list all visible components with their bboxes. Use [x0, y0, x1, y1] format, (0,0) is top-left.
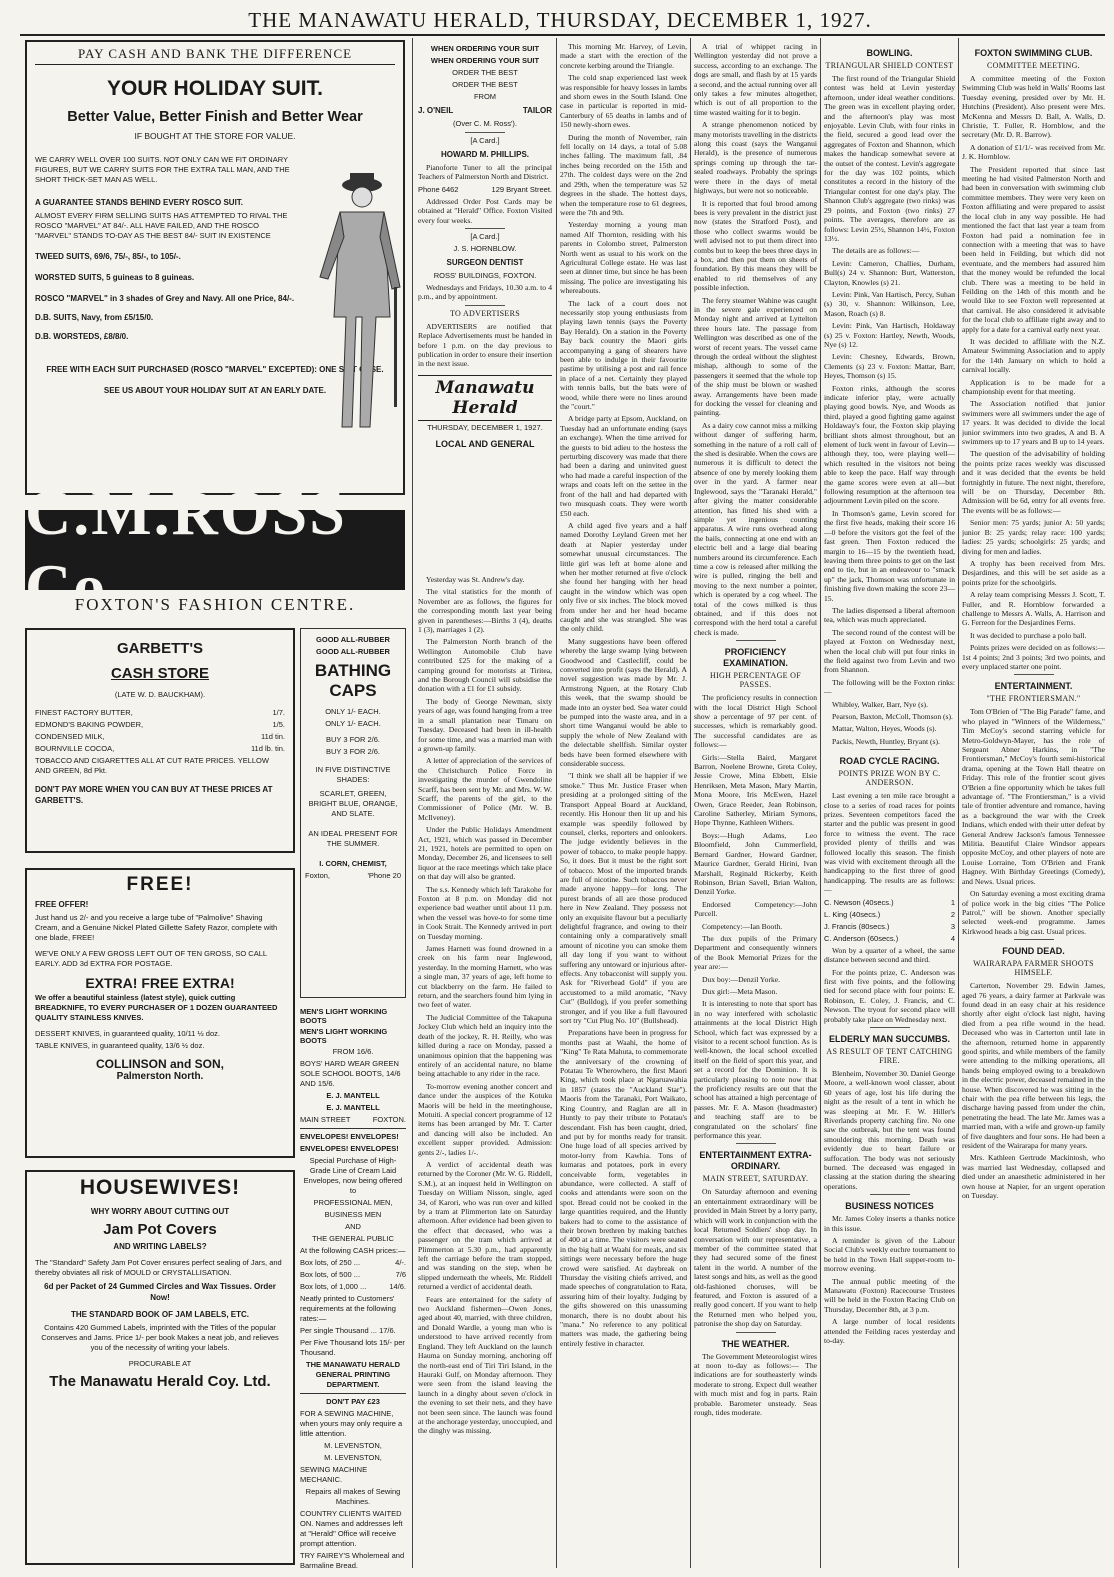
garbett-title2: CASH STORE [110, 665, 210, 682]
housewives-text: The "Standard" Safety Jam Pot Cover ensures perfect sealing of Jars, and thereby obviates all risk of MOULD or CRYSTALLISATION. [35, 1258, 282, 1277]
jam-pot-covers: Jam Pot Covers [103, 1221, 217, 1238]
news-paragraph: A child aged five years and a half named Dorothy Leyland Green met her death at Napier yesterday under somewhat unusual circumstances. The little girl was left at home alone and when her mother returned at five o'clock she found her hanging with her head caught in the window which was open only five or six inches. The block moved from under her and her head became caught and she was strangled. She was the only child. [560, 520, 687, 634]
ad-db: D.B. SUITS, Navy, from £5/15/0. [35, 313, 154, 322]
found-dead-sub: WAIRARAPA FARMER SHOOTS HIMSELF. [973, 959, 1094, 978]
envelope-price-row: Box lots, of 500 ... 7/6 [300, 1270, 406, 1279]
ad-marvel: ROSCO "MARVEL" in 3 shades of Grey and Navy. All one Price, 84/-. [35, 294, 295, 303]
article-paragraph: A reminder is given of the Labour Social Club's weekly euchre tournament to be held in the Town Hall supper-room to-morrow evening. [824, 1236, 955, 1274]
news-paragraph: A bridge party at Epsom, Auckland, on Tuesday had an unfortunate ending (says an exchange). When the time arrived for the guests to bid adieu to the hostess the perturbing discovery was made that there had been a daring and uninvited guest who had made a careful inspection of the wraps and coats left on the settee in the front of the hall and had departed with two musquash coats. They were worth £50 each. [560, 414, 687, 518]
news-column-7 [962, 42, 1105, 1570]
news-paragraph: Many suggestions have been offered whereby the large swamp lying between Goodwood and Castlecliff, could be converted into profit (says the Herald). A novel suggestion was made by Mr. J. Armstrong Nguen, at the Rotary Club this week, that the swamp should be made into an oyster bed. Sea water could be pumped into the waste area, and in a short time Wanganui would be able to supply the whole of New Zealand with the delectable shellfish. Similar oyster beds have been formed elsewhere with considerable success. [560, 636, 687, 769]
free-text: Just hand us 2/- and you receive a large tube of "Palmolive" Shaving Cream, and a Genuine Nickel Plated Gillette Safety Razor, complete with one blade, FREE! [35, 913, 278, 942]
caps-line: GOOD ALL-RUBBER [316, 647, 390, 656]
article-paragraph: Competency:—Ian Booth. [702, 921, 783, 931]
card-label: [A Card.] [470, 136, 500, 145]
paper-nameplate: Manawatu Herald [435, 377, 535, 418]
envelopes-text: Special Purchase of High-Grade Line of Cream Laid Envelopes, now being offered to [303, 1156, 403, 1195]
article-paragraph: Tom O'Brien of "The Big Parade" fame, and who played in "Winners of the Wilderness," Tim McCoy's second starring vehicle for Metro-Goldwyn-Mayer, has the role of Sergeant Abner Harkins, in "The Frontiersman," McCoy's fourth semi-historical drama, opening at the Town Hall theatre on Friday. This role of the frontier scout gives O'Brien a fine opportunity which he takes full advantage of. "The Frontiersman," is a vivid tale of frontier adventure and romance, having as a background the war with the Creek Indians, which ended with their utter defeat by General Andrew Jackson's famous Tennessee Militia. Beautiful Claire Windsor appears opposite McCoy, and other players of note are Louise Lorraine, Tom O'Brien and Frank Hagney. With Birthday Greetings (Comedy), and News. Usual prices. [962, 707, 1105, 886]
housewives-ad [25, 1170, 295, 1565]
article-paragraph: Blenheim, November 30. Daniel George Moore, a well-known wool classer, about 60 years of age, lost his life during the night as the result of a tent in which he was sleeping at Mr. F. W. Hiller's Riverlands property catching fire. No one saw the outbreak, but the tent was found smouldering this morning. Death was evidently due to heart failure or suffocation. The body was not seriously burned. The deceased was engaged in classing at the station during the shearing operations. [824, 1068, 955, 1191]
article-paragraph: It was decided to affiliate with the N.Z. Amateur Swimming Association and to apply for the 14th January on which to hold a carnival locally. [962, 336, 1105, 375]
article-paragraph: A relay team comprising Messrs J. Scott, T. Fuller, and R. Hornblow forwarded a challenge to Messrs A. Walls, A. Harrison and G. Ferreon for the Desjardines Ferns. [962, 590, 1105, 628]
envelopes-audience: BUSINESS MEN [324, 1210, 382, 1219]
news-paragraph: The body of George Newman, sixty years of age, was found hanging from a tree in a small plantation near Timaru on Tuesday. Deceased had been in ill-health for some time, and was a married man with a grown-up family. [418, 696, 552, 753]
levenston-name: M. LEVENSTON, [324, 1441, 382, 1450]
news-paragraph: A strange phenomenon noticed by many motorists travelling in the districts along this coast (says the Wanganui Herald), is the presence of numerous springs coming up through the tar-sealed roadways. Probably the springs were there in the days of metal highways, but were not so noticeable. [694, 120, 817, 196]
article-paragraph: Mattar, Walton, Heyes, Woods (s). [832, 724, 937, 734]
ad-worsted: WORSTED SUITS, 5 guineas to 8 guineas. [35, 273, 195, 282]
firm-name: COLLINSON and SON, [95, 1057, 224, 1071]
bowling-head: BOWLING. [866, 48, 913, 58]
ad-guarantee: A GUARANTEE STANDS BEHIND EVERY ROSCO SUIT. [35, 198, 244, 207]
news-paragraph: James Harnett was found drowned in a creek on his farm near Inglewood, yesterday. In the morning Harnett, who was a single man, 37 years of age, left home to cut blackberry on the farm. He failed to return, and the searchers found him lying in two feet of water. [418, 944, 552, 1010]
sewing-head: DON'T PAY £23 [326, 1397, 380, 1406]
free-offer-ad [25, 868, 295, 1158]
caps-ideal: AN IDEAL PRESENT FOR THE SUMMER. [308, 829, 398, 848]
column-rule [958, 38, 959, 1568]
news-paragraph: "I think we shall all be happier if we smoke." Thus Mr. Justice Fraser when presiding at a prolonged sitting of the Transport Appeal Board at Auckland, recently. His Honour then lit up and his example was speedily followed by counsel, clerks, reporters and onlookers. The judge evidently believes in the power of tobacco, to make people happy. So, it does. But it must be the right sort of tobacco. Most of the imported brands are full of nicotine. Such tobaccos never made anyone happy—for long. The purest brands of all are those produced here in New Zealand. They possess not only an exquisite flavour but a peculiarly delightful fragrance, and owing to their containing only a comparatively small amount of nicotine you can smoke them all day long if you want to without suffering any untoward or injurious after-effects. Any tobacconist will supply you. Ask for "Riverhead Gold" if you are accustomed to a mild aromatic, "Navy Cut" (Bulldog), if you prefer something stronger, and if you like a full flavoured sort try "Cut Plug No. 10" (Bullshead). [560, 771, 687, 1026]
news-paragraph: The Palmerston North branch of the Wellington Automobile Club have contributed £25 for the making of a camping ground for motorists at Tiritea, and the Borough Council will subsidise the donation with a £1 for £1 subsidy. [418, 637, 552, 694]
hornblow-name: J. S. HORNBLOW. [453, 244, 517, 254]
phillips-name: HOWARD M. PHILLIPS. [441, 150, 529, 159]
article-paragraph: The Association notified that junior swimmers were all swimmers under the age of 17 years. It was decided to divide the local junior swimmers into two grades, A and B. A swimmers up to 17 years and B up to 14 years. [962, 399, 1105, 447]
proficiency-sub: HIGH PERCENTAGE OF PASSES. [710, 671, 801, 690]
news-paragraph: The cold snap experienced last week was responsible for heavy losses in lambs and shorn ewes in the South Island. One case in particular is reported in mid-Canterbury of 65 deaths in lambs and of 150 newly-shorn ewes. [560, 73, 687, 130]
column-rule [820, 38, 821, 1568]
ad-paragraph: WE CARRY WELL OVER 100 SUITS. NOT ONLY CAN WE FIT ORDINARY FIGURES, BUT WE CARRY SUITS FOR THE EXTRA TALL MAN, AND THE SHORT THICK-SET MAN AS WELL. [35, 155, 290, 184]
ad-title: YOUR HOLIDAY SUIT. [107, 77, 323, 100]
bathing-caps-ad [300, 628, 406, 998]
small-ads-column [300, 1005, 406, 1570]
knives-text: We offer a beautiful stainless (latest style), quick cutting BREADKNIFE, TO EVERY PURCHASER OF 1 DOZEN GUARANTEED QUALITY STAINLESS KNIVES. [35, 993, 278, 1022]
tailor-line: ORDER THE BEST [452, 68, 518, 77]
news-paragraph: Yesterday was St. Andrew's day. [426, 575, 525, 584]
tailor-line: WHEN ORDERING YOUR SUIT [430, 44, 540, 53]
masthead-rule [20, 34, 1105, 36]
envelopes-neatly: Neatly printed to Customers' requirements at the following rates:— [300, 1294, 396, 1323]
levenston-name: M. LEVENSTON, [324, 1453, 382, 1462]
caps-line: GOOD ALL-RUBBER [316, 635, 390, 644]
news-paragraph: The lack of a court does not necessarily stop young enthusiasts from playing lawn tennis (says the Poverty Bay Herald). On a station in the Poverty Bay back country the Maori girls accompanying a gang of shearers have been able to indulge in their favourite pastime by utilising a post and rail fence in place of a net. Certainly they played with tennis balls, but the bats were of wood, while there were no lines around the "court." [560, 298, 687, 412]
mantell-address: MAIN STREET FOXTON. [300, 1115, 406, 1124]
phillips-contact: Phone 6462 129 Bryant Street. [418, 184, 552, 194]
weather-head: THE WEATHER. [721, 1338, 790, 1349]
garbett-price-list [35, 708, 285, 776]
extra-title: EXTRA! FREE EXTRA! [85, 975, 235, 991]
article-paragraph: Pearson, Baxton, McColl, Thomson (s). [832, 712, 953, 721]
article-paragraph: A large number of local residents attended the Feilding races yesterday and to-day. [824, 1317, 955, 1346]
housewives-worry: WHY WORRY ABOUT CUTTING OUT [90, 1207, 230, 1216]
ross-logo: C.M.ROSS Co [25, 510, 405, 590]
cards-column [418, 42, 552, 582]
article-paragraph: On Saturday evening a most exciting drama of police work in the big cities "The Police Patrol," will be shown. Another specially selected week-end programme. James Kirkwood heads a big cast. Usual prices. [962, 889, 1105, 936]
jam-labels-book: THE STANDARD BOOK OF JAM LABELS, ETC. [70, 1310, 250, 1319]
news-paragraph: Yesterday morning a young man named Alf Thornton, residing with his parents in Colombo street, Palmerston North went as usual to his work on the Agricultural College estate. He was last seen at dinner time, but since he has been missing. The police are investigating his whereabouts. [560, 220, 687, 296]
dentist-hours: Wednesdays and Fridays, 10.30 a.m. to 4 p.m., and by appointment. [418, 283, 552, 302]
table-knives: TABLE KNIVES, in guaranteed quality, 13/6 ½ doz. [35, 1041, 205, 1050]
masthead: THE MANAWATU HERALD, THURSDAY, DECEMBER 1, 1927. [248, 8, 872, 32]
cycle-sub: POINTS PRIZE WON BY C. ANDERSON. [838, 769, 941, 788]
news-paragraph: As a dairy cow cannot miss a milking without danger of suffering harm, something in the nature of a roll call of the shed is desirable. When the cows are numerous it is difficult to detect the absence of one by merely looking them over in the yard. A farmer near Inglewood, says the "Taranaki Herald," after giving the matter considerable attention, has fitted his shed with a simple yet ingenious counting apparatus. A wire runs overhead along the bails, connecting at one end with an electric bell and a large dial bearing numbers around its circumference. Each time a cow is released after milking the wire is pulled, ringing the bell and moving to the next number a pointer, which is operated by a cog wheel. The total of the cows milked is thus obtained, and if this does not correspond with the herd total a careful check is made. [694, 420, 817, 637]
news-paragraph: Under the Public Holidays Amendment Act, 1921, which was passed in December 21, 1921, hotels are permitted to open on Monday, December 26, and licensees to sell liquor at the race meetings which take place on that day will also be granted. [418, 825, 552, 882]
fairey-ad: TRY FAIREY'S Wholemeal and Barmaline Bread. [300, 1551, 405, 1570]
entertainment-head: ENTERTAINMENT EXTRA-ORDINARY. [699, 1150, 812, 1172]
garbett-late: (LATE W. D. BAUCKHAM). [114, 690, 206, 699]
swimming-head: FOXTON SWIMMING CLUB. [974, 48, 1093, 58]
article-paragraph: The following will be the Foxton rinks:— [824, 677, 955, 697]
article-paragraph: Girls:—Stella Baird, Margaret Barron, Noelene Browne, Greta Coley, Jessie Crowe, Mina Ebbett, Elsie Henriksen, Meta Mason, Mary Martin, Mona Moore, Iris McEwen, Hazel Owen, Grace Reeder, Jean Robinson, Caroline Satherley, Miriam Symons, Hope Thynne, Kathleen Withers. [694, 752, 817, 828]
article-paragraph: Levin: Pink, Van Hartisch, Percy, Suhan (s) 30, v. Shannon: Wilkinson, Lee, Mason, Roach (s) 8. [824, 289, 955, 318]
article-paragraph: For the points prize, C. Anderson was first with five points, and the following tied for second place with four points: E. Robinson, E. Coley, J. Francis, and C. Newson. The tryout for second place will probably take place on Wednesday next. [824, 967, 955, 1024]
article-paragraph: Endorsed Competency:—John Purcell. [694, 899, 817, 919]
section-head: LOCAL AND GENERAL [435, 438, 535, 449]
ad-tweed: TWEED SUITS, 69/6, 75/-, 85/-, to 105/-. [35, 252, 181, 261]
tailor-from: FROM [473, 92, 497, 101]
result-row: C. Newson (40secs.) 1 [824, 897, 955, 907]
advertisers-text: ADVERTISERS are notified that Replace Advertisements must be handed in before 1 p.m. on the day previous to publication in order to ensure their insertion in the next issue. [418, 321, 552, 369]
boots-head: MEN'S LIGHT WORKING BOOTS [300, 1007, 388, 1025]
caps-shades: IN FIVE DISTINCTIVE SHADES: [315, 765, 391, 784]
news-paragraph: To-morrow evening another concert and dance under the auspices of the Kotuku Maoris will be held in the meetinghouse, Motuiti. A special concert programme of 12 items has been arranged by Mr. T. Carter and dancing will also be included. An excellent supper provided. Admission: gents 2/-, ladies 1/-. [418, 1081, 552, 1157]
envelopes-audience: THE GENERAL PUBLIC [312, 1234, 394, 1243]
ad-bought: IF BOUGHT AT THE STORE FOR VALUE. [134, 131, 296, 141]
rosco-suit-ad [25, 40, 405, 495]
ad-paragraph: ALMOST EVERY FIRM SELLING SUITS HAS ATTEMPTED TO RIVAL THE ROSCO "MARVEL" AT 84/-. ALL HAVE FAILED, AND THE ROSCO "MARVEL" STANDS TO-DAY AS THE BEST 84/- SUIT IN EXISTENCE [35, 211, 288, 240]
article-paragraph: Senior men: 75 yards; junior A: 50 yards; junior B: 25 yards; relay race: 100 yards; ladies: 25 yards; schoolgirls: 25 yards; and diving for men and ladies. [962, 518, 1105, 556]
result-row: C. Anderson (60secs.) 4 [824, 933, 955, 943]
article-paragraph: The dux pupils of the Primary Department and consequently winners of the Book Memorial Prizes for the year are:— [694, 933, 817, 972]
result-row: L. King (40secs.) 2 [824, 909, 955, 919]
local-general-column [418, 575, 552, 1570]
sewing-text: FOR A SEWING MACHINE, when yours may only require a little attention. [300, 1409, 403, 1438]
article-paragraph: Packis, Newth, Huntley, Bryant (s). [832, 736, 940, 746]
housewives-labels: AND WRITING LABELS? [113, 1242, 207, 1251]
sewing-country: COUNTRY CLIENTS WAITED ON. Names and addresses left at "Herald" Office will receive prompt attention. [300, 1509, 403, 1548]
boots-head: MEN'S LIGHT WORKING BOOTS [300, 1027, 388, 1045]
news-paragraph: A trial of whippet racing in Wellington yesterday did not prove a success, according to an exchange. The dogs are small, and flash by at 15 yards a second, and the actual running over all only takes a few minutes altogether, which is out of all proportion to the time wasted waiting for it to begin. [694, 42, 817, 117]
envelopes-head: ENVELOPES! ENVELOPES! [300, 1132, 399, 1141]
news-column-5 [694, 42, 817, 1570]
mantell-name: E. J. MANTELL [326, 1103, 380, 1112]
envelopes-cash: At the following CASH prices:— [300, 1246, 406, 1255]
business-head: BUSINESS NOTICES [845, 1201, 934, 1212]
column-rule [690, 38, 691, 1568]
price-row: CONDENSED MILK, 11d tin. [35, 732, 285, 741]
tailor-line: ORDER THE BEST [452, 80, 518, 89]
article-paragraph: Points prizes were decided on as follows:—1st 4 points; 2nd 3 points; 3rd two points, and every unplaced starter one point. [962, 643, 1105, 671]
envelopes-head: ENVELOPES! ENVELOPES! [300, 1144, 399, 1153]
ad-see: SEE US ABOUT YOUR HOLIDAY SUIT AT AN EARLY DATE. [103, 386, 327, 395]
result-row: J. Francis (80secs.) 3 [824, 921, 955, 931]
entertainment2-head: ENTERTAINMENT. [994, 681, 1073, 692]
news-paragraph: A letter of appreciation of the services of the Christchurch Police Force in investigating the murder of Gwendoline Scarff, has been sent by Mr. and Mrs. W. W. Scarff, the parents of the girl, to the Commissioner of Police (Mr. W. B. McIlveney). [418, 756, 552, 822]
article-paragraph: The details are as follows:— [832, 246, 920, 256]
sewing-repairs: Repairs all makes of Sewing Machines. [305, 1487, 401, 1506]
firm-place: Palmerston North. [116, 1071, 204, 1082]
article-paragraph: Levin: Cameron, Challies, Durham, Bull(s) 24 v. Shannon: Burt, Watterston, Clayton, Knowles (s) 21. [824, 258, 955, 287]
sewing-trade: SEWING MACHINE MECHANIC. [300, 1465, 368, 1484]
dentist-title: SURGEON DENTIST [446, 258, 524, 268]
article-paragraph: The second round of the contest will be played at Foxton on Wednesday next, when the local club will put four rinks in the field against two from Levin and two from Shannon. [824, 627, 955, 675]
advertisers-head: TO ADVERTISERS [449, 308, 521, 318]
proficiency-head: PROFICIENCY EXAMINATION. [723, 647, 788, 669]
news-paragraph: During the month of November, rain fell locally on 14 days, a total of 5.08 inches falling. The maximum fall, .84 inches being recorded on the 15th and 27th. The coldest days were on the 2nd and 29th, when the temperature was 52 degrees in the shade. The hottest days, when the temperature rose to 61 degrees, were the 7th and 9th. [560, 132, 687, 217]
envelope-price-row: Box lots, of 1,000 ... 14/6. [300, 1282, 406, 1291]
boots-price: FROM 16/6. [332, 1047, 374, 1056]
news-paragraph: This morning Mr. Harvey, of Levin, made a start with the erection of the concrete kerbing around the Triangle. [560, 42, 687, 70]
envelopes-audience: PROFESSIONAL MEN, [313, 1198, 393, 1207]
price-row: BOURNVILLE COCOA, 11d lb. tin. [35, 744, 285, 753]
garbett-footer: DON'T PAY MORE WHEN YOU CAN BUY AT THESE PRICES AT GARBETT'S. [35, 785, 273, 805]
tailor-over: (Over C. M. Ross'). [453, 119, 517, 128]
free-offer: FREE OFFER! [35, 900, 89, 909]
cycle-head: ROAD CYCLE RACING. [839, 756, 940, 767]
price-row: TOBACCO AND CIGARETTES ALL AT CUT RATE PRICES. YELLOW AND GREEN, 8d Pkt. [35, 756, 269, 775]
article-paragraph: Levin: Chesney, Edwards, Brown, Clements (s) 23 v. Foxton: Mattar, Barr, Heyes, Thomson (s) 15. [824, 352, 955, 381]
phillips-text: Pianoforte Tuner to all the principal Teachers of Palmerston North and District. [418, 163, 552, 182]
ad-top-line: PAY CASH AND BANK THE DIFFERENCE [35, 46, 395, 65]
article-paragraph: The annual public meeting of the Manawatu (Foxton) Racecourse Trustees will be held in the Foxton Racing Club on Thursday, December 8th, at 3 p.m. [824, 1276, 955, 1314]
caps-title: CAPS [329, 681, 377, 700]
herald-coy: The Manawatu Herald Coy. Ltd. [49, 1373, 271, 1390]
found-dead-head: FOUND DEAD. [1002, 946, 1065, 957]
card-label: [A Card.] [470, 232, 500, 242]
chemist-name: I. CORN, CHEMIST, [319, 859, 387, 868]
column-rule [556, 38, 557, 1568]
news-paragraph: Preparations have been in progress for months past at Waahi, the home of "King" Te Rata Mahuta, to commemorate the anniversary of the crowning of Potatau Te Wherowhero, the first Maori King, which took place at Ngaruawahia in 1857 (states the "Auckland Star"). Maoris from the Taranaki, Port Waikato, King Country, and Raglan are all in Huntly to pay their tribute to Potatau's descendant. Fish has been caught, dried, and put by for months ready for transit. One huge load of all species arrived by motor-lorry from Kawhia. Tons of kumaras and potatoes, pork in every conceivable form, vegetables in abundance, were collected. A staff of cooks and attendants were soon on the spot. Bread could not be cooked in the large quantities required, and the Huntly bakers had to come to the assistance of their brown brethren by making batches of 400 at a time. The visitors were seated in the big hall at Waahi for meals, and six sittings were necessary before the huge crowd were satisfied. At daybreak on Thursday the visiting chiefs arrived, and made speeches of congratulation to Rata, assuring him of their loyalty. Judging by the gifts showered on this unassuming monarch, there is no doubt about his "mana." No reference to any political matters was made, the gathering being entirely festive in character. [560, 1028, 687, 1348]
article-paragraph: Last evening a ten mile race brought a close to a series of road races for points prizes. Seventeen competitors faced the starter and the public was present in good force to witness the event. The race provided plenty of thrills and was followed locally this season. The finish was vivid with excitement through all the handicapping to the first three of good handicapping. The results are as follows:— [824, 791, 955, 895]
printing-dept: THE MANAWATU HERALD GENERAL PRINTING DEPARTMENT. [305, 1360, 401, 1389]
news-paragraph: The ferry steamer Wahine was caught in the severe gale experienced on Monday night and arrived at Lyttelton three hours late. The passage from Wellington was described as one of the worst of recent years. The vessel came through the ordeal without the slightest mishap, although to some of the passengers it seemed that the whole top of the ship must be blown or washed away. Arrangements have been made for docking the vessel for cleaning and painting. [694, 295, 817, 418]
housewives-packet: 6d per Packet of 24 Gummed Circles and Wax Tissues. Order Now! [44, 1282, 276, 1302]
ad-tagline: Better Value, Better Finish and Better Wear [67, 109, 363, 125]
article-paragraph: Carterton, November 29. Edwin James, aged 76 years, a dairy farmer at Parkvale was found dead in an easy chair at his residence shortly after eight o'clock last night, having died from a pea rifle wound in the head. Deceased who was in Carterton until late in the afternoon, returned home in apparently good spirits, and while members of the family were attending to the milking operations, all hands being employed owing to a breakdown in the electric power, deceased remained in the house. When discovered he was sitting in the chair with the pea rifle between his legs, the discharge having passed from under the chin, penetrating the head. The late Mr. James was a married man, with a wife and grown-up family of five daughters and four sons. He had been a resident of the Wairarapa for many years. [962, 981, 1105, 1151]
free-title: FREE! [126, 874, 194, 895]
article-paragraph: Mrs. Kathleen Gertrude Mackintosh, who was married last Wednesday, collapsed and died under an anaesthetic administered in her own house at Napier, for an urgent operation on Tuesday. [962, 1153, 1105, 1201]
news-paragraph: Fears are entertained for the safety of two Auckland fishermen—Owen Jones, aged about 40, married, with three children, and Donald Wardle, a young man who is understood to have arrived recently from England. They left Auckland on the launch Hauma on Sunday morning, anchoring off the north-east end of Tiri Tiri Island, in the Hauraki Gulf, on Monday afternoon. They were seen from the island leaving the launch in a dinghy about seven o'clock in the evening to set their nets, and they have not been seen since. The launch was found at the anchorage yesterday, unoccupied, and the dinghy was missing. [418, 1294, 552, 1436]
caps-price: ONLY 1/- EACH. [325, 719, 381, 728]
article-paragraph: Boys:—Hugh Adams, Leo Bloomfield, John Cummerfield, Bernard Gardner, Howard Gardner, Maurice Gardner, Gerald Hirini, Ivan Marshall, Reginald Rickerby, Keith Robinson, Brian Savell, Brian Walton, Denzil Yorke. [694, 830, 817, 897]
swimming-sub: COMMITTEE MEETING. [987, 61, 1080, 70]
garbett-ad [25, 628, 295, 853]
column-rule [412, 38, 413, 1568]
procurable: PROCURABLE AT [128, 1359, 192, 1368]
boys-boots: BOYS' HARD WEAR GREEN SOLE SCHOOL BOOTS, 14/6 AND 15/6. [300, 1059, 401, 1088]
caps-price: ONLY 1/- EACH. [325, 707, 381, 716]
dessert-knives: DESSERT KNIVES, in guaranteed quality, 10/11 ½ doz. [35, 1029, 220, 1038]
envelopes-five: Per Five Thousand lots 15/- per Thousand. [300, 1338, 405, 1357]
news-paragraph: The vital statistics for the month of November are as follows, the figures for the corresponding month last year being given in parentheses:—Births 3 (4), deaths 1 (3), marriages 1 (2). [418, 587, 552, 635]
elderly-sub: AS RESULT OF TENT CATCHING FIRE. [826, 1046, 953, 1065]
caps-colours: SCARLET, GREEN, BRIGHT BLUE, ORANGE, AND SLATE. [308, 789, 398, 818]
article-paragraph: The proficiency results in connection with the local District High School show a percentage of 97 per cent. of successes, which is remarkably good. The successful candidates are as follows:— [694, 693, 817, 750]
news-column-6 [824, 42, 955, 1570]
article-paragraph: The Government Meteorologist wires at noon to-day as follows:— The indications are for southeasterly winds moderate to strong. Expect dull weather with much mist and fog in parts. Rain probable. Barometer unsteady. Seas rough, tides moderate. [694, 1351, 817, 1417]
article-paragraph: The first round of the Triangular Shield contest was held at Levin yesterday afternoon, under ideal weather conditions. The green was in excellent playing order, and the afternoon's play was most enjoyable. Levin Club, with four rinks in the field, secured a good lead over the aggregates of Foxton and Shannon, which makes the handicap somewhat severe at the outset of the contest. Levin's aggregate for the day was 102 points, which constitutes a record in the history of the Triangular contest for one day's play. The Shannon Club's aggregate (two rinks) was 29 points, and Foxton (two rinks) 27 points. The averages, therefore are as follows: Levin 25½, Shannon 14½, Foxton 13½. [824, 74, 955, 243]
article-paragraph: The ladies dispensed a liberal afternoon tea, which was much appreciated. [824, 605, 955, 625]
article-paragraph: In Thomson's game, Levin scored for the first five heads, making their score 16—0 before the visitors got the feel of the fast green. Then Foxton reduced the margin to 16—15 by the twentieth head, leaving them three points to get on the last end to tie, but in an endeavour to "smack up" the jack, Thomson was unfortunate in finishing five down making the score 23—15. [824, 508, 955, 603]
housewives-title: HOUSEWIVES! [79, 1176, 241, 1199]
article-paragraph: Dux boy:—Denzil Yorke. [702, 974, 781, 984]
article-paragraph: The question of the advisability of holding the points prize races weekly was discussed and it was decided that the events be held fortnightly in future. The next night, therefore, will be on Thursday, December 8th. Admission will be 6d, entry for all events free. The events will be as follows:— [962, 449, 1105, 515]
price-row: FINEST FACTORY BUTTER, 1/7. [35, 708, 285, 717]
article-paragraph: A donation of £1/1/- was received from Mr. J. K. Hornblow. [962, 142, 1105, 162]
envelopes-single: Per single Thousand ... 17/6. [300, 1326, 396, 1335]
news-column-4 [560, 42, 687, 1570]
entertainment-sub: MAIN STREET, SATURDAY. [702, 1174, 809, 1184]
news-paragraph: It is reported that foul brood among bees is very prevalent in the district just now (states the Stratford Post), and those who collect swarms would be well advised not to put them direct into combs but to keep the bees three days in a box, and then put them on sheets of foundation. By this means they will be enabled to rid themselves of any possible infection. [694, 198, 817, 293]
garbett-title: GARBETT'S [116, 640, 204, 657]
ad-free: FREE WITH EACH SUIT PURCHASED (ROSCO "MARVEL" EXCEPTED): ONE SUIT CASE. [46, 365, 384, 374]
jam-labels-text: Contains 420 Gummed Labels, imprinted with the Titles of the popular Conserves and Jams. Price 1/- per book Makes a neat job, and relieves you of the necessity of writing your labels. [41, 1323, 279, 1352]
article-paragraph: A committee meeting of the Foxton Swimming Club was held in Walls' Rooms last Tuesday evening, presided over by Mr. H. Hutchins (President). Also present were Mrs. McKenna and Messrs D. Ball, A. Walls, D. Christie, T. Fuller, R. Hornblow, and the secretary (Mr. D. R. Barrow). [962, 74, 1105, 140]
ross-logo-block [25, 477, 405, 622]
price-row: EDMOND'S BAKING POWDER, 1/5. [35, 720, 285, 729]
article-paragraph: It is interesting to note that sport has in no way interfered with scholastic attainments at the local District High School, which fact was expressed by a visitor to a recent school function. As is well-known, the local school excelled itself on the field of sport this year, and set a record for the Dominion. It is particularly pleasing to note now that the proficiency results are out that the school has attained a high percentage of passes. Mr. F. A. Mason (headmaster) and teaching staff are to be congratulated on the scholars' fine performance this year. [694, 999, 817, 1141]
chemist-contact: Foxton, 'Phone 20 [305, 871, 401, 880]
bowling-sub: TRIANGULAR SHIELD CONTEST [825, 61, 954, 70]
caps-title: BATHING [314, 661, 392, 680]
article-paragraph: It was decided to purchase a polo ball. [970, 630, 1087, 640]
tailor-line: WHEN ORDERING YOUR SUIT [430, 56, 540, 65]
news-paragraph: The s.s. Kennedy which left Tarakohe for Foxton at 8 p.m. on Monday did not experience bad weather until about 11 p.m. when the vessel was hove-to for some time in Cook Strait. The Kennedy arrived in port on Tuesday morning. [418, 884, 552, 941]
paper-date: THURSDAY, DECEMBER 1, 1927. [427, 422, 543, 432]
news-paragraph: A verdict of accidental death was returned by the Coroner (Mr. W. G. Riddell, S.M.), at an inquest held in Wellington on Tuesday on William Nisson, single, aged 34, of Karori, who was run over and killed by a tram at Plimmerton late on Saturday afternoon. After evidence had been given to the effect that deceased, who was a passenger on the tram which arrived at Plimmerton at 5.30 p.m., had apparently left the carriage before the tram stopped, and was standing on the step, when he slipped underneath the wheels, Mr. Riddell returned a verdict of accidental death. [418, 1159, 552, 1292]
ross-fashion: FOXTON'S FASHION CENTRE. [74, 595, 356, 614]
tailor-name-row: J. O'NEIL TAILOR [418, 106, 552, 115]
article-paragraph: Won by a quarter of a wheel, the same distance between second and third. [824, 945, 955, 965]
article-paragraph: On Saturday afternoon and evening an entertainment extraordinary will be provided in Main Street by a lorry party, which will work in conjunction with the local Returned Soldiers' shop day. In conversation with our representative, a member of the committee stated that they had secured some of the finest talent in the world. A number of the latest songs and hits, as well as the good old-fashioned choruses, will be featured, and Foxton is assured of a really good concert. If you want to help the Returned men who helped you, patronise the shop day on Saturday. [694, 1187, 817, 1329]
article-paragraph: Levin: Pink, Van Hartisch, Holdaway (s) 25 v. Foxton: Hartley, Newth, Woods, Nye (s) 12. [824, 321, 955, 349]
suited-man-illustration [310, 167, 405, 437]
article-paragraph: A trophy has been received from Mrs. Desjardines, and this will be set aside as a points prize for the schoolgirls. [962, 558, 1105, 587]
article-paragraph: Dux girl:—Meta Mason. [702, 986, 778, 996]
caps-offer: BUY 3 FOR 2/6. [325, 747, 381, 756]
envelopes-audience: AND [345, 1222, 361, 1231]
news-paragraph: The Judicial Committee of the Takapuna Jockey Club which held an inquiry into the death of the jockey, R. H. Reilly, who was killed during a race on Monday, passed a unanimous opinion that the happening was entirely of an accidental nature, no blame being attachable to any rider in the race. [418, 1012, 552, 1079]
phillips-text2: Addressed Order Post Cards may be obtained at "Herald" Office. Foxton Visited every four weeks. [418, 196, 552, 225]
free-few: WE'VE ONLY A FEW GROSS LEFT OUT OF TEN GROSS, SO CALL EARLY. ADD 3d EXTRA FOR POSTAGE. [35, 949, 267, 968]
elderly-head: ELDERLY MAN SUCCUMBS. [828, 1033, 950, 1044]
article-paragraph: Foxton rinks, although the scores indicate inferior play, were actually playing good bowls. Nye, and Woods as third, played a good fighting game against Holdaway's four, the Foxton skip playing brilliant shots almost throughout, but an element of luck went in favour of Levin—although they, too, were playing well—which resulted in the visitors not being able to keep the pace. Half way through the game scores were even at all—but following resumption at the afternoon tea adjournment Levin piled on the score. [824, 383, 955, 506]
ad-dbw: D.B. WORSTEDS, £8/8/0. [35, 332, 129, 341]
article-paragraph: The President reported that since last meeting he had visited Palmerston North and had been in conversation with swimming club committee members. They were very keen on Foxton affiliating and were prepared to assist the local club in any way possible. He had mentioned the fact that last year a team from Foxton had paid a nomination fee in connection with a meeting that was to have been held in Feilding, but which did not eventuate, and the members had assured him that the money would be refunded the local club. There was a meeting to be held in Feilding on the 14th of this month and he would like to see Foxton well represented at that carnival. He also considered it advisable for the local club to affiliate right away and to apply for a date for a carnival early next year. [962, 164, 1105, 334]
article-paragraph: Whibley, Walker, Barr, Nye (s). [832, 699, 928, 709]
mantell-name: E. J. MANTELL [326, 1091, 380, 1100]
article-paragraph: Mr. James Coley inserts a thanks notice in this issue. [824, 1214, 955, 1233]
entertainment2-sub: "THE FRONTIERSMAN." [986, 694, 1081, 704]
envelope-price-row: Box lots, of 250 ... 4/-. [300, 1258, 406, 1267]
dentist-address: ROSS' BUILDINGS, FOXTON. [433, 271, 537, 281]
article-paragraph: Application is to be made for a championship event for that meeting. [962, 377, 1105, 396]
caps-offer: BUY 3 FOR 2/6. [325, 735, 381, 744]
